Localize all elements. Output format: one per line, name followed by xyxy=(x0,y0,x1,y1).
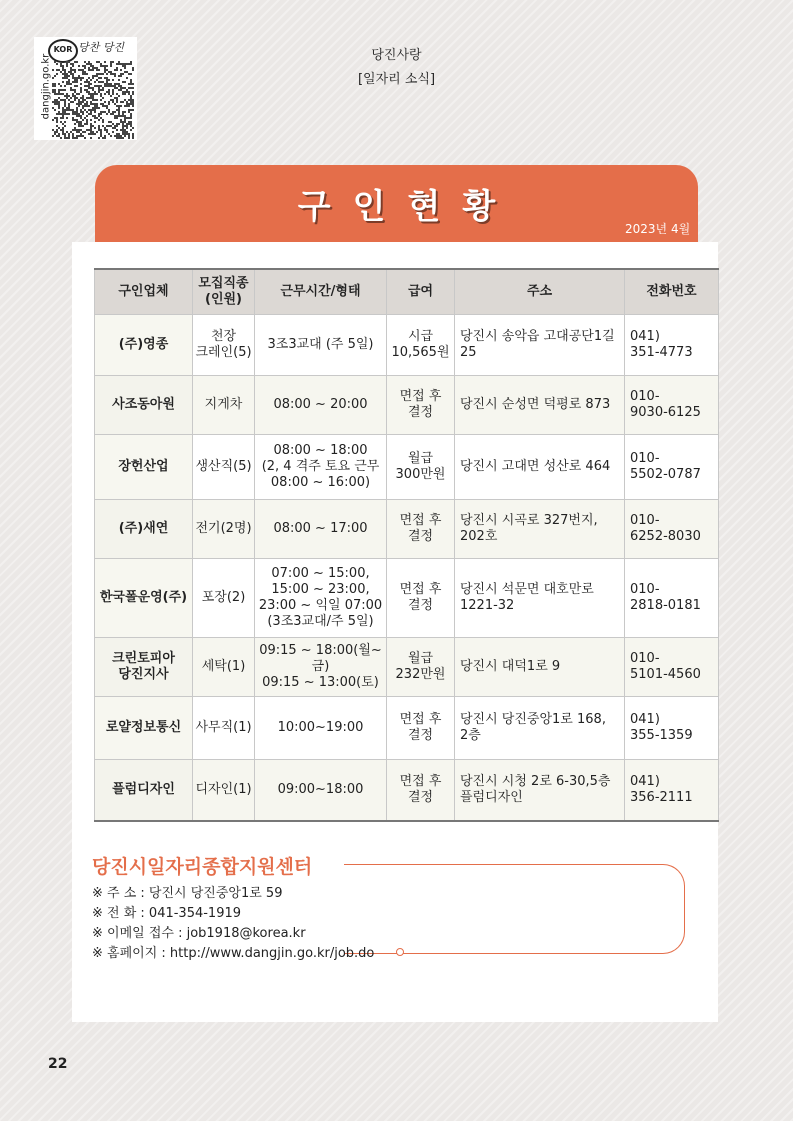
pay-cell xyxy=(387,376,455,435)
address-cell-line: 2층 xyxy=(460,728,481,743)
contact-line: ※ 이메일 접수 : job1918@korea.kr xyxy=(92,926,306,941)
section-subtitle: [일자리 소식] xyxy=(357,72,436,87)
center-contact-list xyxy=(92,884,374,964)
column-header-line: 모집직종 xyxy=(198,276,249,291)
pay-cell-line: 300만원 xyxy=(395,467,446,482)
pay-cell xyxy=(387,315,455,376)
address-cell-line: 당진시 시곡로 327번지, xyxy=(460,513,598,528)
job-cell-line: 전기(2명) xyxy=(195,521,252,536)
pay-cell-line: 232만원 xyxy=(395,667,446,682)
hours-cell-line: 3조3교대 (주 5일) xyxy=(267,337,374,352)
column-header xyxy=(193,269,255,315)
phone-cell-line: 010- xyxy=(630,651,660,666)
magazine-title: 당진사랑 xyxy=(371,48,422,63)
table-row xyxy=(95,559,719,638)
company-cell xyxy=(95,559,193,638)
pay-cell-line: 월급 xyxy=(407,651,434,666)
company-cell xyxy=(95,376,193,435)
column-header xyxy=(95,269,193,315)
hours-cell-line: 08:00 ~ 18:00 xyxy=(273,443,368,458)
address-cell-line: 202호 xyxy=(460,529,498,544)
company-cell-line: 사조동아원 xyxy=(112,397,175,412)
pay-cell xyxy=(387,697,455,760)
pay-cell-line: 결정 xyxy=(407,790,434,805)
title-banner xyxy=(95,165,698,245)
site-url-vertical: dangjin.go.kr xyxy=(40,53,52,120)
phone-cell xyxy=(625,315,719,376)
address-cell-line: 25 xyxy=(460,345,477,360)
company-cell-line: 한국폴운영(주) xyxy=(99,590,188,605)
phone-cell xyxy=(625,500,719,559)
column-header-line: 주소 xyxy=(526,284,553,299)
job-cell xyxy=(193,697,255,760)
address-cell-line: 당진시 송악읍 고대공단1길 xyxy=(460,329,615,344)
column-header-line: (인원) xyxy=(205,292,242,307)
pay-cell xyxy=(387,638,455,697)
phone-cell-line: 010- xyxy=(630,582,660,597)
pay-cell-line: 시급 xyxy=(407,329,434,344)
pay-cell-line: 결정 xyxy=(407,728,434,743)
column-header xyxy=(387,269,455,315)
phone-cell-line: 6252-8030 xyxy=(630,529,701,544)
job-cell-line: 세탁(1) xyxy=(201,659,246,674)
column-header-line: 구인업체 xyxy=(118,284,169,299)
phone-cell xyxy=(625,376,719,435)
job-cell xyxy=(193,376,255,435)
column-header-line: 급여 xyxy=(407,284,434,299)
job-cell xyxy=(193,435,255,500)
phone-cell-line: 351-4773 xyxy=(630,345,693,360)
job-cell-line: 크레인(5) xyxy=(195,345,252,360)
pay-cell-line: 10,565원 xyxy=(391,345,450,360)
address-cell-line: 당진시 고대면 성산로 464 xyxy=(460,459,611,474)
job-cell-line: 디자인(1) xyxy=(195,782,252,797)
contact-line: ※ 주 소 : 당진시 당진중앙1로 59 xyxy=(92,886,283,901)
hours-cell-line: (3조3교대/주 5일) xyxy=(267,614,374,629)
phone-cell-line: 010- xyxy=(630,451,660,466)
job-cell xyxy=(193,760,255,822)
address-cell-line: 당진시 대덕1로 9 xyxy=(460,659,561,674)
pay-cell xyxy=(387,760,455,822)
phone-cell-line: 5502-0787 xyxy=(630,467,701,482)
phone-cell-line: 356-2111 xyxy=(630,790,693,805)
phone-cell xyxy=(625,435,719,500)
address-cell xyxy=(455,500,625,559)
hours-cell-line: 08:00 ~ 20:00 xyxy=(273,397,368,412)
table-row xyxy=(95,697,719,760)
phone-cell-line: 041) xyxy=(630,329,660,344)
page-title: 구인현황 xyxy=(297,187,518,227)
pay-cell xyxy=(387,559,455,638)
frame-dot-icon xyxy=(396,948,404,956)
hours-cell xyxy=(255,638,387,697)
address-cell xyxy=(455,376,625,435)
company-cell xyxy=(95,697,193,760)
address-cell xyxy=(455,315,625,376)
phone-cell xyxy=(625,559,719,638)
company-cell-line: 당진지사 xyxy=(118,667,169,682)
hours-cell xyxy=(255,376,387,435)
pay-cell-line: 결정 xyxy=(407,598,434,613)
phone-cell-line: 010- xyxy=(630,389,660,404)
hours-cell-line: 08:00 ~ 17:00 xyxy=(273,521,368,536)
table-row xyxy=(95,500,719,559)
phone-cell-line: 9030-6125 xyxy=(630,405,701,420)
hours-cell-line: 09:15 ~ 18:00(월~금) xyxy=(259,643,382,674)
company-cell xyxy=(95,638,193,697)
table-row xyxy=(95,435,719,500)
pay-cell-line: 면접 후 xyxy=(399,774,442,789)
address-cell-line: 당진시 당진중앙1로 168, xyxy=(460,712,606,727)
company-cell xyxy=(95,760,193,822)
hours-cell-line: 23:00 ~ 익일 07:00 xyxy=(258,598,383,613)
hours-cell xyxy=(255,697,387,760)
job-cell xyxy=(193,559,255,638)
table-row xyxy=(95,638,719,697)
hours-cell-line: 09:00~18:00 xyxy=(277,782,364,797)
hours-cell xyxy=(255,315,387,376)
phone-cell-line: 041) xyxy=(630,774,660,789)
pay-cell-line: 결정 xyxy=(407,405,434,420)
phone-cell xyxy=(625,760,719,822)
phone-cell-line: 2818-0181 xyxy=(630,598,701,613)
job-cell xyxy=(193,315,255,376)
hours-cell-line: 15:00 ~ 23:00, xyxy=(271,582,370,597)
job-cell-line: 포장(2) xyxy=(201,590,246,605)
pay-cell-line: 면접 후 xyxy=(399,582,442,597)
address-cell-line: 당진시 시청 2로 6-30,5층 xyxy=(460,774,611,789)
address-cell xyxy=(455,559,625,638)
job-cell-line: 사무직(1) xyxy=(195,720,252,735)
table-row xyxy=(95,760,719,822)
job-listing-table xyxy=(94,268,719,822)
column-header-line: 전화번호 xyxy=(646,284,697,299)
job-cell xyxy=(193,638,255,697)
company-cell-line: 장헌산업 xyxy=(118,459,169,474)
hours-cell xyxy=(255,760,387,822)
company-cell-line: 플럼디자인 xyxy=(112,782,175,797)
phone-cell-line: 041) xyxy=(630,712,660,727)
column-header xyxy=(625,269,719,315)
decorative-frame xyxy=(344,864,685,954)
hours-cell xyxy=(255,435,387,500)
kor-badge: KOR xyxy=(48,39,78,63)
pay-cell xyxy=(387,500,455,559)
address-cell xyxy=(455,697,625,760)
phone-cell-line: 355-1359 xyxy=(630,728,693,743)
pay-cell-line: 면접 후 xyxy=(399,389,442,404)
pay-cell-line: 월급 xyxy=(407,451,434,466)
hours-cell-line: 10:00~19:00 xyxy=(277,720,364,735)
company-cell-line: (주)새연 xyxy=(118,521,169,536)
address-cell-line: 플럼디자인 xyxy=(460,790,523,805)
column-header-line: 근무시간/형태 xyxy=(280,284,361,299)
address-cell xyxy=(455,435,625,500)
company-cell-line: (주)영종 xyxy=(118,337,169,352)
report-date: 2023년 4월 xyxy=(625,222,691,236)
job-center-info xyxy=(92,852,702,962)
pay-cell xyxy=(387,435,455,500)
company-cell-line: 크린토피아 xyxy=(112,651,175,666)
address-cell-line: 당진시 석문면 대호만로 xyxy=(460,582,594,597)
hours-cell xyxy=(255,500,387,559)
phone-cell-line: 5101-4560 xyxy=(630,667,701,682)
table-row xyxy=(95,315,719,376)
hours-cell-line: 09:15 ~ 13:00(토) xyxy=(262,675,379,690)
slogan-logo: 당찬 당진 xyxy=(78,41,125,54)
phone-cell xyxy=(625,638,719,697)
job-cell-line: 천장 xyxy=(210,329,237,344)
column-header xyxy=(255,269,387,315)
hours-cell xyxy=(255,559,387,638)
company-cell xyxy=(95,435,193,500)
table-row xyxy=(95,376,719,435)
job-cell xyxy=(193,500,255,559)
pay-cell-line: 결정 xyxy=(407,529,434,544)
hours-cell-line: (2, 4 격주 토요 근무 xyxy=(261,459,380,474)
hours-cell-line: 07:00 ~ 15:00, xyxy=(271,566,370,581)
company-cell xyxy=(95,500,193,559)
job-cell-line: 생산직(5) xyxy=(195,459,252,474)
pay-cell-line: 면접 후 xyxy=(399,712,442,727)
pay-cell-line: 면접 후 xyxy=(399,513,442,528)
job-cell-line: 지게차 xyxy=(204,397,243,412)
address-cell xyxy=(455,638,625,697)
contact-line: ※ 전 화 : 041-354-1919 xyxy=(92,906,242,921)
address-cell-line: 당진시 순성면 덕평로 873 xyxy=(460,397,611,412)
center-title: 당진시일자리종합지원센터 xyxy=(92,856,313,878)
column-header xyxy=(455,269,625,315)
contact-line: ※ 홈페이지 : http://www.dangjin.go.kr/job.do xyxy=(92,946,375,961)
company-cell xyxy=(95,315,193,376)
hours-cell-line: 08:00 ~ 16:00) xyxy=(270,475,371,490)
page-number: 22 xyxy=(48,1056,68,1072)
address-cell xyxy=(455,760,625,822)
phone-cell-line: 010- xyxy=(630,513,660,528)
address-cell-line: 1221-32 xyxy=(460,598,515,613)
phone-cell xyxy=(625,697,719,760)
company-cell-line: 로얄정보통신 xyxy=(105,720,182,735)
table-header-row xyxy=(95,269,719,315)
